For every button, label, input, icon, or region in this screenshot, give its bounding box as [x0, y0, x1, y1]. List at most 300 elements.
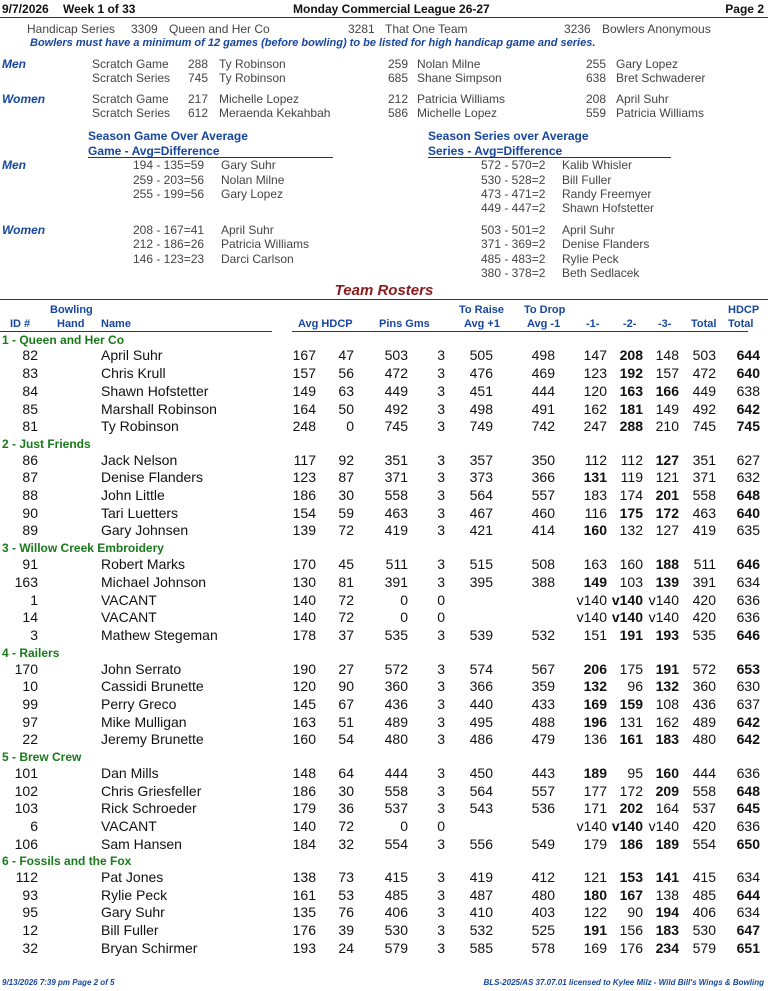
game-calc: 212 - 186=26	[133, 237, 205, 251]
game-2: v140	[611, 609, 643, 625]
average: 140	[292, 818, 316, 834]
game-1: 169	[583, 696, 607, 712]
to-raise: 395	[469, 574, 493, 590]
game-1: 180	[583, 887, 607, 903]
game-3: 148	[655, 347, 679, 363]
pins: 472	[384, 365, 408, 381]
handicap-total: 647	[736, 922, 760, 938]
bowler-name: Bill Fuller	[101, 922, 159, 938]
game-1: 163	[583, 556, 607, 572]
total: 554	[692, 836, 716, 852]
table-row	[0, 818, 768, 836]
to-drop: 491	[531, 401, 555, 417]
bowler-name: Rylie Peck	[562, 252, 619, 266]
handicap: 67	[338, 696, 354, 712]
handicap-total: 632	[736, 469, 760, 485]
bowler-name: Robert Marks	[101, 556, 186, 572]
bowler-name: Jack Nelson	[101, 452, 178, 468]
to-raise: 410	[469, 904, 493, 920]
header-underline	[0, 331, 272, 332]
to-drop: 532	[531, 627, 555, 643]
to-drop: 403	[531, 904, 555, 920]
game-2: 202	[619, 800, 643, 816]
bowler-name: Patricia Williams	[616, 106, 705, 120]
average: 184	[292, 836, 316, 852]
team-heading: 6 - Fossils and the Fox	[2, 854, 132, 868]
handicap: 27	[338, 661, 354, 677]
handicap-total: 648	[736, 783, 760, 799]
handicap: 72	[338, 818, 354, 834]
game-3: v140	[648, 818, 679, 834]
average: 167	[292, 347, 316, 363]
games: 3	[437, 800, 445, 816]
col-total: Total	[691, 318, 717, 330]
bowler-name: John Little	[101, 487, 165, 503]
bowler-name: Patricia Williams	[417, 92, 506, 106]
to-drop: 557	[531, 783, 555, 799]
to-drop: 549	[531, 836, 555, 852]
total: 558	[692, 783, 716, 799]
game-3: 141	[655, 869, 679, 885]
handicap: 50	[338, 401, 354, 417]
games: 3	[437, 714, 445, 730]
col-to-drop: To Drop	[524, 304, 566, 316]
bowler-name: Ty Robinson	[219, 57, 286, 71]
handicap-total: 642	[736, 401, 760, 417]
average: 148	[292, 765, 316, 781]
bowler-name: Gary Suhr	[221, 158, 276, 172]
average: 190	[292, 661, 316, 677]
bowler-id: 97	[22, 714, 38, 730]
pins: 572	[384, 661, 408, 677]
game-3: 127	[655, 522, 679, 538]
hs-team: That One Team	[385, 22, 468, 36]
game-2: 112	[620, 452, 643, 468]
game-calc: 255 - 199=56	[133, 187, 205, 201]
bowler-name: Pat Jones	[101, 869, 164, 885]
bowler-name: Chris Krull	[101, 365, 166, 381]
score-type-label: Scratch Game	[92, 57, 169, 71]
game-3: 191	[655, 661, 679, 677]
hs-team: Bowlers Anonymous	[602, 22, 711, 36]
bowler-name: Randy Freemyer	[562, 187, 652, 201]
game-1: 136	[583, 731, 607, 747]
handicap-total: 630	[736, 678, 760, 694]
game-3: v140	[648, 609, 679, 625]
bowler-name: Perry Greco	[101, 696, 177, 712]
handicap-total: 651	[736, 940, 760, 956]
bowler-id: 102	[14, 783, 38, 799]
average: 138	[292, 869, 316, 885]
total: 472	[692, 365, 716, 381]
handicap: 76	[338, 904, 354, 920]
game-calc: 146 - 123=23	[133, 252, 205, 266]
bowler-name: Gary Lopez	[221, 187, 284, 201]
table-row	[0, 904, 768, 922]
total: 436	[692, 696, 716, 712]
games: 3	[437, 904, 445, 920]
pins: 360	[384, 678, 408, 694]
to-raise: 749	[469, 418, 493, 434]
average: 161	[292, 887, 316, 903]
game-2: v140	[611, 592, 643, 608]
series-calc: 449 - 447=2	[481, 201, 546, 215]
to-drop: 578	[531, 940, 555, 956]
game-1: 131	[583, 469, 607, 485]
series-calc: 503 - 501=2	[481, 223, 546, 237]
col-avg-plus: Avg +1	[464, 318, 500, 330]
average: 139	[292, 522, 316, 538]
pins: 463	[384, 505, 408, 521]
bowler-id: 103	[14, 800, 38, 816]
handicap: 81	[338, 574, 354, 590]
bowler-name: Gary Johnsen	[101, 522, 189, 538]
pins: 535	[384, 627, 408, 643]
team-heading: 5 - Brew Crew	[2, 750, 82, 764]
games: 3	[437, 887, 445, 903]
table-row	[0, 783, 768, 801]
bowler-name: Dan Mills	[101, 765, 159, 781]
week-label: Week 1 of 33	[63, 2, 136, 16]
game-3: 164	[655, 800, 679, 816]
score-type-label: Scratch Game	[92, 92, 169, 106]
game-2: 174	[619, 487, 643, 503]
game-1: 177	[583, 783, 607, 799]
handicap-total: 636	[736, 765, 760, 781]
games: 3	[437, 678, 445, 694]
bowler-name: Meraenda Kekahbah	[219, 106, 331, 120]
bowler-name: Michael Johnson	[101, 574, 207, 590]
games: 3	[437, 556, 445, 572]
series-calc: 485 - 483=2	[481, 252, 546, 266]
average: 145	[292, 696, 316, 712]
pins: 537	[384, 800, 408, 816]
bowler-name: Nolan Milne	[221, 173, 285, 187]
bowler-name: April Suhr	[616, 92, 669, 106]
game-2: 131	[619, 714, 643, 730]
col-id: ID #	[10, 318, 31, 330]
pins: 351	[384, 452, 408, 468]
col-game-2: -2-	[623, 318, 637, 330]
handicap: 72	[338, 522, 354, 538]
game-2: 172	[619, 783, 643, 799]
col-avg-minus: Avg -1	[527, 318, 561, 330]
pins: 0	[400, 609, 408, 625]
bowler-name: April Suhr	[221, 223, 274, 237]
total: 371	[692, 469, 716, 485]
table-row	[0, 869, 768, 887]
bowler-name: Marshall Robinson	[101, 401, 217, 417]
handicap: 36	[338, 800, 354, 816]
average: 179	[292, 800, 316, 816]
series-calc: 380 - 378=2	[481, 266, 546, 280]
handicap-total: 627	[736, 452, 760, 468]
handicap: 30	[338, 783, 354, 799]
average: 154	[292, 505, 316, 521]
game-1: 122	[583, 904, 607, 920]
bowler-id: 85	[22, 401, 38, 417]
game-3: 183	[655, 731, 679, 747]
games: 3	[437, 661, 445, 677]
col-pins-gms: Pins Gms	[379, 318, 430, 330]
to-raise: 556	[469, 836, 493, 852]
to-drop: 567	[531, 661, 555, 677]
pins: 480	[384, 731, 408, 747]
average: 157	[292, 365, 316, 381]
bowler-name: Beth Sedlacek	[562, 266, 640, 280]
to-drop: 444	[531, 383, 555, 399]
game-1: 189	[583, 765, 607, 781]
table-row	[0, 505, 768, 523]
to-drop: 508	[531, 556, 555, 572]
game-3: 193	[655, 627, 679, 643]
pins: 492	[384, 401, 408, 417]
handicap: 90	[338, 678, 354, 694]
games: 3	[437, 940, 445, 956]
pins: 530	[384, 922, 408, 938]
game-3: 234	[655, 940, 679, 956]
bowler-name: Kalib Whisler	[562, 158, 633, 172]
handicap: 45	[338, 556, 354, 572]
games: 3	[437, 487, 445, 503]
game-2: 153	[619, 869, 643, 885]
game-3: 127	[655, 452, 679, 468]
game-2: 176	[619, 940, 643, 956]
bowler-id: 81	[22, 418, 38, 434]
bowler-id: 82	[22, 347, 38, 363]
table-row	[0, 469, 768, 487]
handicap: 0	[346, 418, 354, 434]
to-drop: 498	[531, 347, 555, 363]
bowler-name: Gary Lopez	[616, 57, 679, 71]
handicap-total: 634	[736, 869, 760, 885]
bowler-id: 32	[22, 940, 38, 956]
bowler-name: April Suhr	[101, 347, 163, 363]
table-row	[0, 731, 768, 749]
table-row	[0, 401, 768, 419]
bowler-name: Michelle Lopez	[417, 106, 498, 120]
total: 485	[692, 887, 716, 903]
table-row	[0, 592, 768, 610]
games: 3	[437, 383, 445, 399]
handicap: 32	[338, 836, 354, 852]
to-raise: 450	[469, 765, 493, 781]
pins: 0	[400, 592, 408, 608]
to-raise: 505	[469, 347, 493, 363]
game-2: 103	[619, 574, 643, 590]
handicap-total: 644	[736, 887, 760, 903]
to-drop: 480	[531, 887, 555, 903]
total: 537	[692, 800, 716, 816]
handicap-total: 636	[736, 592, 760, 608]
pins: 489	[384, 714, 408, 730]
game-1: 206	[583, 661, 607, 677]
game-1: v140	[576, 818, 607, 834]
game-2: 156	[619, 922, 643, 938]
game-2: 192	[619, 365, 643, 381]
bowler-id: 22	[22, 731, 38, 747]
page-header	[0, 0, 768, 18]
game-2: 163	[619, 383, 643, 399]
score: 208	[586, 92, 607, 106]
handicap: 37	[338, 627, 354, 643]
bowler-name: Sam Hansen	[101, 836, 182, 852]
bowler-name: Rylie Peck	[101, 887, 168, 903]
bowler-name: VACANT	[101, 609, 157, 625]
table-row	[0, 661, 768, 679]
game-2: 208	[619, 347, 643, 363]
col-to-raise: To Raise	[459, 304, 505, 316]
table-row	[0, 887, 768, 905]
score: 638	[586, 71, 607, 85]
games: 3	[437, 574, 445, 590]
footer-left: 9/13/2026 7:39 pm Page 2 of 5	[2, 978, 115, 987]
games: 3	[437, 836, 445, 852]
game-1: 151	[583, 627, 607, 643]
handicap: 54	[338, 731, 354, 747]
pins: 415	[384, 869, 408, 885]
bowler-name: Rick Schroeder	[101, 800, 197, 816]
handicap: 51	[338, 714, 354, 730]
bowler-name: Shane Simpson	[417, 71, 502, 85]
game-1: 179	[583, 836, 607, 852]
handicap-total: 636	[736, 609, 760, 625]
score-type-label: Scratch Series	[92, 71, 171, 85]
to-drop: 469	[531, 365, 555, 381]
to-drop: 359	[531, 678, 555, 694]
game-1: v140	[576, 592, 607, 608]
games: 3	[437, 347, 445, 363]
bowler-id: 87	[22, 469, 38, 485]
game-3: 160	[655, 765, 679, 781]
games: 3	[437, 401, 445, 417]
game-3: 132	[655, 678, 679, 694]
to-raise: 366	[469, 678, 493, 694]
to-raise: 421	[469, 522, 493, 538]
game-1: 196	[583, 714, 607, 730]
series-calc: 530 - 528=2	[481, 173, 546, 187]
table-row	[0, 365, 768, 383]
handicap-total: 634	[736, 904, 760, 920]
average: 176	[292, 922, 316, 938]
pins: 579	[384, 940, 408, 956]
handicap-total: 637	[736, 696, 760, 712]
to-drop: 366	[531, 469, 555, 485]
divider	[428, 157, 671, 158]
games: 0	[437, 818, 445, 834]
divider	[88, 157, 333, 158]
bowler-id: 101	[14, 765, 38, 781]
bowler-id: 91	[22, 556, 38, 572]
col-hdcp-total: Total	[728, 318, 754, 330]
to-raise: 585	[469, 940, 493, 956]
game-1: 132	[583, 678, 607, 694]
total: 420	[692, 592, 716, 608]
to-raise: 543	[469, 800, 493, 816]
to-drop: 536	[531, 800, 555, 816]
average: 117	[293, 452, 316, 468]
table-row	[0, 765, 768, 783]
bowler-id: 93	[22, 887, 38, 903]
game-2: 191	[619, 627, 643, 643]
game-1: 123	[583, 365, 607, 381]
game-1: 112	[584, 452, 607, 468]
bowler-name: Shawn Hofstetter	[101, 383, 209, 399]
to-raise: 419	[469, 869, 493, 885]
team-rosters-title: Team Rosters	[334, 282, 434, 299]
score: 685	[388, 71, 409, 85]
to-raise: 487	[469, 887, 493, 903]
bowler-id: 86	[22, 452, 38, 468]
average: 186	[292, 487, 316, 503]
handicap: 56	[338, 365, 354, 381]
game-3: 183	[655, 922, 679, 938]
average: 130	[292, 574, 316, 590]
score: 559	[586, 106, 607, 120]
game-2: 160	[619, 556, 643, 572]
total: 572	[692, 661, 716, 677]
total: 444	[692, 765, 716, 781]
pins: 745	[384, 418, 408, 434]
to-drop: 525	[531, 922, 555, 938]
pins: 444	[384, 765, 408, 781]
series-calc: 572 - 570=2	[481, 158, 546, 172]
handicap-total: 634	[736, 574, 760, 590]
bowler-name: Tari Luetters	[101, 505, 179, 521]
game-2: 167	[619, 887, 643, 903]
total: 351	[692, 452, 716, 468]
handicap-total: 653	[736, 661, 760, 677]
game-1: 116	[584, 505, 607, 521]
total: 480	[692, 731, 716, 747]
handicap-total: 636	[736, 818, 760, 834]
table-row	[0, 383, 768, 401]
game-3: 139	[655, 574, 679, 590]
handicap-series-label: Handicap Series	[27, 22, 116, 36]
game-2: 90	[627, 904, 643, 920]
col-bowling: Bowling	[50, 304, 93, 316]
minimum-games-notice: Bowlers must have a minimum of 12 games (before bowling) to be listed for high handicap game and series.	[30, 37, 596, 49]
pins: 449	[384, 383, 408, 399]
average: 186	[292, 783, 316, 799]
game-calc: 208 - 167=41	[133, 223, 205, 237]
team-heading: 3 - Willow Creek Embroidery	[2, 541, 164, 555]
game-1: 160	[583, 522, 607, 538]
handicap: 87	[338, 469, 354, 485]
game-1: v140	[576, 609, 607, 625]
bowler-name: Bill Fuller	[562, 173, 612, 187]
games: 0	[437, 592, 445, 608]
bowler-name: Mike Mulligan	[101, 714, 187, 730]
total: 745	[692, 418, 716, 434]
bowler-id: 106	[14, 836, 38, 852]
game-3: 121	[655, 469, 679, 485]
table-row	[0, 627, 768, 645]
to-drop: 460	[531, 505, 555, 521]
to-raise: 373	[469, 469, 493, 485]
to-drop: 414	[531, 522, 555, 538]
game-3: 209	[655, 783, 679, 799]
game-3: 138	[655, 887, 679, 903]
games: 0	[437, 609, 445, 625]
bowler-name: Denise Flanders	[562, 237, 650, 251]
game-2: 186	[619, 836, 643, 852]
total: 420	[692, 609, 716, 625]
total: 419	[692, 522, 716, 538]
to-raise: 564	[469, 783, 493, 799]
games: 3	[437, 765, 445, 781]
to-drop: 557	[531, 487, 555, 503]
